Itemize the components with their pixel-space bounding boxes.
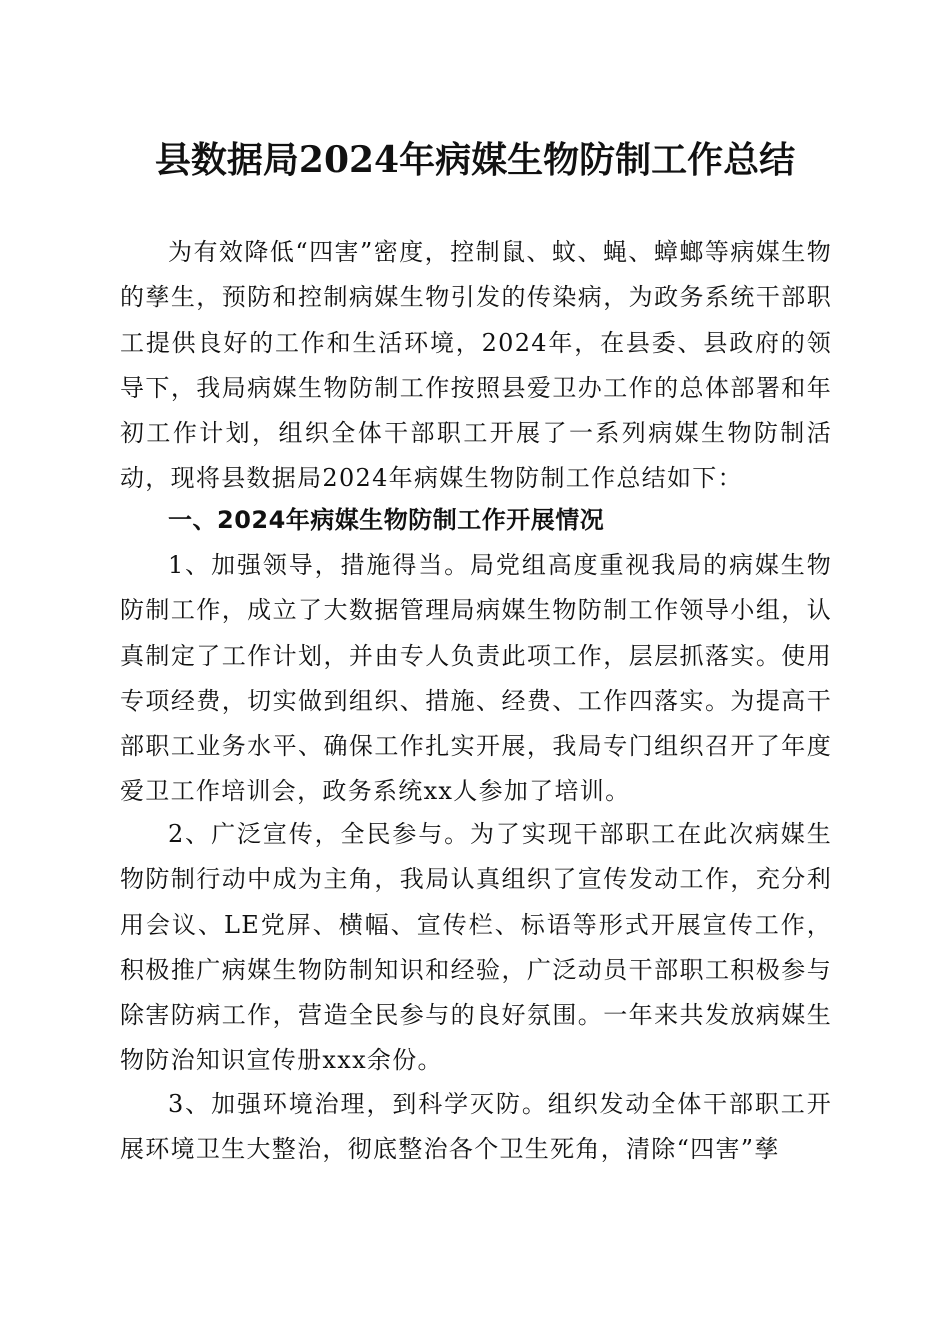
intro-paragraph-block [120, 230, 832, 502]
paragraph-1: 1、加强领导，措施得当。局党组高度重视我局的病媒生物防制工作，成立了大数据管理局病媒生物防制工作领导小组，认真制定了工作计划，并由专人负责此项工作，层层抓落实。使用专项经费，切实做到组织、措施、经费、工作四落实。为提高干部职工业务水平、确保工作扎实开展，我局专门组织召开了年度爱卫工作培训会，政务系统xx人参加了培训。 [120, 551, 832, 806]
paragraph-3: 3、加强环境治理，到科学灭防。组织发动全体干部职工开展环境卫生大整治，彻底整治各个卫生死角，清除“四害”孳 [120, 1090, 832, 1164]
section-heading-block [120, 498, 832, 543]
paragraph-1-block [120, 543, 832, 815]
paragraph-3-block [120, 1082, 832, 1173]
paragraph-2: 2、广泛宣传，全民参与。为了实现干部职工在此次病媒生物防制行动中成为主角，我局认真组织了宣传发动工作，充分利用会议、LE党屏、横幅、宣传栏、标语等形式开展宣传工作，积极推广病媒生物防制知识和经验，广泛动员干部职工积极参与除害防病工作，营造全民参与的良好氛围。一年来共发放病媒生物防治知识宣传册xxx余份。 [120, 820, 832, 1075]
intro-paragraph: 为有效降低“四害”密度，控制鼠、蚊、蝇、蟑螂等病媒生物的孳生，预防和控制病媒生物引发的传染病，为政务系统干部职工提供良好的工作和生活环境，2024年，在县委、县政府的领导下，我局病媒生物防制工作按照县爱卫办工作的总体部署和年初工作计划，组织全体干部职工开展了一系列病媒生物防制活动，现将县数据局2024年病媒生物防制工作总结如下： [120, 238, 832, 493]
paragraph-2-block [120, 812, 832, 1084]
section-heading: 一、2024年病媒生物防制工作开展情况 [168, 506, 605, 534]
document-title: 县数据局2024年病媒生物防制工作总结 [154, 139, 796, 181]
